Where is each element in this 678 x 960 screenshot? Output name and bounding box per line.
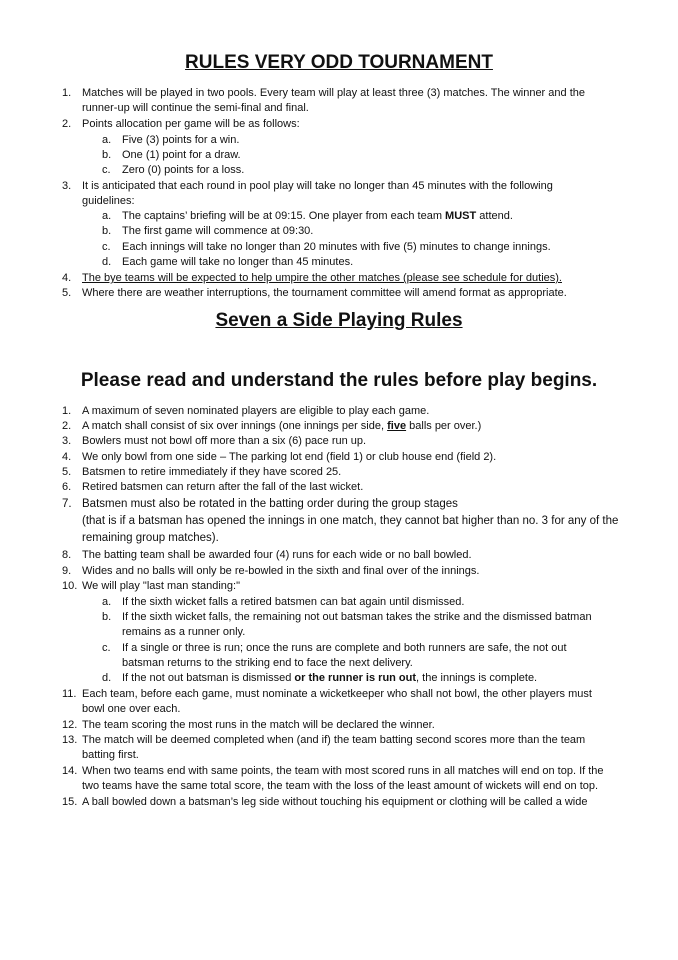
subrule-letter: b.	[102, 225, 112, 237]
subrule-letter: c.	[102, 642, 111, 654]
subrule-text	[122, 671, 537, 685]
rule-number: 6.	[62, 481, 72, 493]
rule-text: Wides and no balls will only be re-bowled in the sixth and final over of the innings.	[82, 565, 480, 577]
playing-rule-14-cont: two teams have the same total score, the team with the loss of the least amount of wickets will end on top.	[82, 780, 599, 792]
rule-number: 15.	[62, 796, 78, 808]
playing-rule-11-cont: bowl one over each.	[82, 703, 181, 715]
text-run: The captains’ briefing will be at 09:15. One player from each team	[122, 210, 446, 222]
subrule-text: One (1) point for a draw.	[122, 149, 241, 161]
rule-text: It is anticipated that each round in pool play will take no longer than 45 minutes with the following	[82, 180, 553, 192]
text-run: If the not out batsman is dismissed	[122, 672, 295, 684]
playing-rule-7-cont2: remaining group matches).	[82, 532, 219, 544]
subrule-text: If the sixth wicket falls a retired batsmen can bat again until dismissed.	[122, 596, 465, 608]
page-title: RULES VERY ODD TOURNAMENT	[185, 52, 493, 73]
rule-number: 2.	[62, 420, 72, 432]
rule-number: 14.	[62, 765, 78, 777]
rule-number: 11.	[62, 688, 77, 700]
rule-number: 1.	[62, 405, 72, 417]
rule-text: We will play "last man standing:"	[82, 580, 241, 592]
subrule-letter: b.	[102, 149, 112, 161]
rule-text: The team scoring the most runs in the match will be declared the winner.	[82, 719, 435, 731]
rule-text: The bye teams will be expected to help umpire the other matches (please see schedule for duties).	[82, 272, 562, 284]
rule-number: 1.	[62, 87, 72, 99]
rule-number: 7.	[62, 498, 72, 510]
rule-number: 13.	[62, 734, 78, 746]
subrule-text: If the sixth wicket falls, the remaining not out batsman takes the strike and the dismissed batman	[122, 611, 592, 623]
emphasis-text: MUST	[445, 210, 477, 222]
rule-text: Batsmen must also be rotated in the batting order during the group stages	[82, 498, 458, 510]
rule-text: Batsmen to retire immediately if they have scored 25.	[82, 466, 342, 478]
text-run: , the innings is complete.	[416, 672, 538, 684]
subrule-letter: a.	[102, 134, 112, 146]
text-run: balls per over.)	[406, 420, 482, 432]
playing-rule-13-cont: batting first.	[82, 749, 139, 761]
subrule-letter: d.	[102, 672, 112, 684]
playing-rule-10b-cont: remains as a runner only.	[122, 626, 246, 638]
section-title: Seven a Side Playing Rules	[215, 310, 463, 331]
subrule-letter: a.	[102, 210, 112, 222]
rule-text: Where there are weather interruptions, the tournament committee will amend format as appropriate.	[82, 287, 567, 299]
rule-text: Retired batsmen can return after the fall of the last wicket.	[82, 481, 364, 493]
rule-3-cont: guidelines:	[82, 195, 135, 207]
playing-rule-10c-cont: batsman returns to the striking end to face the next delivery.	[122, 657, 413, 669]
subrule-text: The first game will commence at 09:30.	[122, 225, 314, 237]
rule-number: 4.	[62, 272, 72, 284]
subrule-text: Each innings will take no longer than 20 minutes with five (5) minutes to change innings.	[122, 241, 551, 253]
rule-number: 5.	[62, 287, 72, 299]
subrule-text: If a single or three is run; once the runs are complete and both runners are safe, the not out	[122, 642, 567, 654]
rule-text: Matches will be played in two pools. Every team will play at least three (3) matches. The winner and the	[82, 87, 585, 99]
rule-number: 2.	[62, 118, 72, 130]
rule-text: Each team, before each game, must nominate a wicketkeeper who shall not bowl, the other players must	[82, 688, 592, 700]
subrule-letter: a.	[102, 596, 112, 608]
subrule-letter: b.	[102, 611, 112, 623]
subrule-letter: d.	[102, 256, 112, 268]
rule-text: We only bowl from one side – The parking lot end (field 1) or club house end (field 2).	[82, 451, 497, 463]
rule-text: A ball bowled down a batsman’s leg side without touching his equipment or clothing will be called a wide	[82, 796, 588, 808]
rule-text: A maximum of seven nominated players are eligible to play each game.	[82, 405, 430, 417]
rule-text: When two teams end with same points, the team with most scored runs in all matches will end on top. If the	[82, 765, 604, 777]
text-run: attend.	[476, 210, 513, 222]
rule-text: The match will be deemed completed when (and if) the team batting second scores more than the team	[82, 734, 586, 746]
emphasis-text: five	[387, 420, 407, 432]
emphasis-text: or the runner is run out	[294, 672, 417, 684]
rule-1-cont: runner-up will continue the semi-final and final.	[82, 102, 309, 114]
rule-number: 4.	[62, 451, 72, 463]
text-run: A match shall consist of six over innings (one innings per side,	[82, 420, 388, 432]
rule-number: 8.	[62, 549, 72, 561]
section-subtitle: Please read and understand the rules before play begins.	[80, 370, 598, 391]
playing-rule-7-cont: (that is if a batsman has opened the innings in one match, they cannot bat higher than no. 3 for any of the	[82, 515, 619, 527]
rule-text: Bowlers must not bowl off more than a six (6) pace run up.	[82, 435, 367, 447]
rule-number: 12.	[62, 719, 78, 731]
subrule-text: Zero (0) points for a loss.	[122, 164, 245, 176]
rule-text: Points allocation per game will be as follows:	[82, 118, 300, 130]
subrule-text: Each game will take no longer than 45 minutes.	[122, 256, 354, 268]
rule-number: 5.	[62, 466, 72, 478]
subrule-text: Five (3) points for a win.	[122, 134, 240, 146]
rule-number: 3.	[62, 180, 72, 192]
rule-text: The batting team shall be awarded four (4) runs for each wide or no ball bowled.	[82, 549, 472, 561]
rule-number: 10.	[62, 580, 78, 592]
rule-number: 9.	[62, 565, 72, 577]
rule-text	[82, 419, 481, 433]
rule-number: 3.	[62, 435, 72, 447]
subrule-text	[122, 209, 513, 223]
subrule-letter: c.	[102, 241, 111, 253]
subrule-letter: c.	[102, 164, 111, 176]
